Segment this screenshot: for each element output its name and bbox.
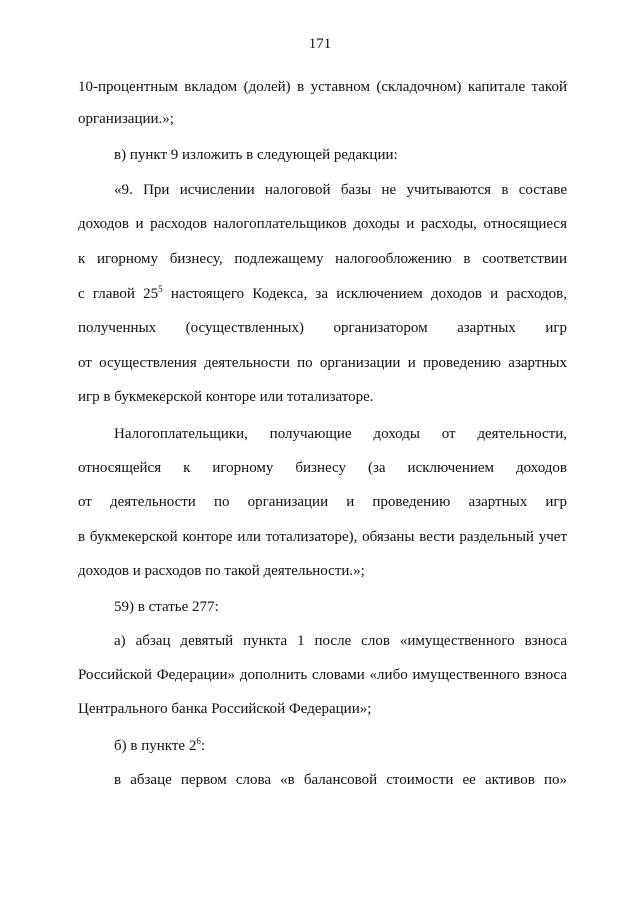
text-line: Налогоплательщики, получающие доходы от деятельности,	[114, 426, 567, 442]
text-line: а) абзац девятый пункта 1 после слов «имущественного взноса	[114, 633, 567, 649]
text-segment: настоящего Кодекса, за исключением доходов и расходов,	[162, 286, 567, 302]
text-segment: с главой 25	[78, 286, 159, 302]
text-line: относящейся к игорному бизнесу (за исключением доходов	[78, 460, 567, 476]
text-line: в) пункт 9 изложить в следующей редакции:	[114, 147, 398, 163]
text-segment: б) в пункте 2	[114, 738, 197, 754]
text-line: доходов и расходов налогоплательщиков доходы и расходы, относящиеся	[78, 216, 567, 232]
text-line-with-superscript	[78, 285, 567, 303]
text-line: Российской Федерации» дополнить словами «либо имущественного взноса	[78, 667, 567, 683]
text-line: от осуществления деятельности по организации и проведению азартных	[78, 355, 567, 371]
text-line: 10-процентным вкладом (долей) в уставном (складочном) капитале такой	[78, 79, 567, 95]
superscript: 6	[196, 736, 201, 746]
text-line-with-superscript	[114, 737, 567, 755]
text-line: от деятельности по организации и проведению азартных игр	[78, 494, 567, 510]
text-line: организации.»;	[78, 111, 174, 127]
text-segment: :	[200, 738, 205, 754]
text-line: полученных (осуществленных) организатором азартных игр	[78, 320, 567, 336]
text-line: в букмекерской конторе или тотализаторе), обязаны вести раздельный учет	[78, 529, 567, 545]
text-line: в абзаце первом слова «в балансовой стоимости ее активов по»	[114, 772, 567, 788]
text-line: к игорному бизнесу, подлежащему налогообложению в соответствии	[78, 251, 567, 267]
page-number: 171	[308, 36, 332, 52]
text-line: доходов и расходов по такой деятельности.»;	[78, 563, 365, 579]
text-line: 59) в статье 277:	[114, 599, 219, 615]
superscript: 5	[158, 284, 163, 294]
text-line: «9. При исчислении налоговой базы не учитываются в составе	[114, 182, 567, 198]
text-line: Центрального банка Российской Федерации»;	[78, 701, 372, 717]
text-line: игр в букмекерской конторе или тотализаторе.	[78, 389, 374, 405]
